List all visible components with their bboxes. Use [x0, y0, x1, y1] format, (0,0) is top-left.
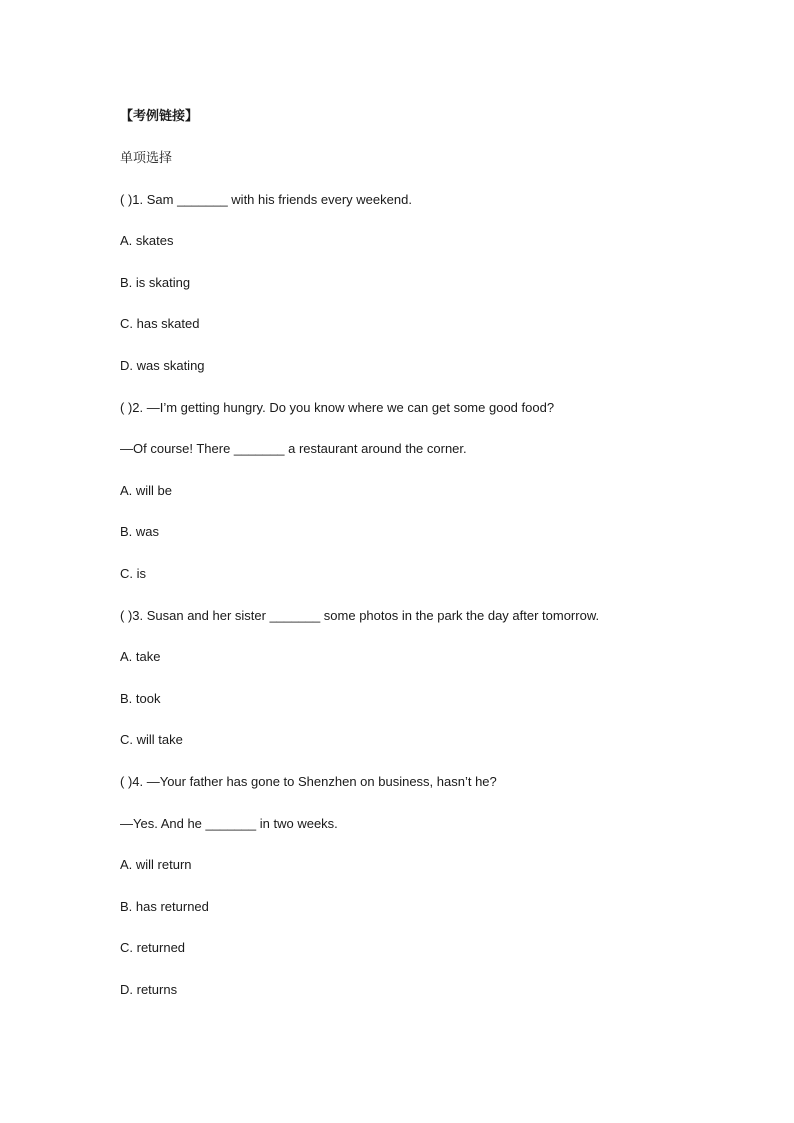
- question-2-option-a: A. will be: [120, 483, 173, 498]
- question-3-stem: ( )3. Susan and her sister _______ some photos in the park the day after tomorrow.: [120, 608, 600, 623]
- question-4-option-c: C. returned: [120, 940, 186, 955]
- question-2-option-c: C. is: [120, 566, 146, 581]
- question-2-option-b: B. was: [120, 524, 160, 539]
- question-4-option-a: A. will return: [120, 857, 192, 872]
- question-4-stem: ( )4. —Your father has gone to Shenzhen on business, hasn’t he?: [120, 774, 497, 789]
- question-1-option-d: D. was skating: [120, 358, 205, 373]
- section-heading: 【考例链接】: [120, 108, 199, 123]
- question-1-option-b: B. is skating: [120, 275, 191, 290]
- question-1-option-c: C. has skated: [120, 316, 200, 331]
- question-4-option-d: D. returns: [120, 982, 178, 997]
- question-1-stem: ( )1. Sam _______ with his friends every weekend.: [120, 192, 412, 207]
- section-title: 单项选择: [120, 150, 173, 165]
- question-4-stem-continued: —Yes. And he _______ in two weeks.: [120, 816, 338, 831]
- question-2-stem-continued: —Of course! There _______ a restaurant around the corner.: [120, 441, 467, 456]
- question-2-stem: ( )2. —I’m getting hungry. Do you know where we can get some good food?: [120, 400, 555, 415]
- question-3-option-b: B. took: [120, 691, 161, 706]
- question-4-option-b: B. has returned: [120, 899, 209, 914]
- question-3-option-c: C. will take: [120, 732, 183, 747]
- question-1-option-a: A. skates: [120, 233, 174, 248]
- question-3-option-a: A. take: [120, 649, 161, 664]
